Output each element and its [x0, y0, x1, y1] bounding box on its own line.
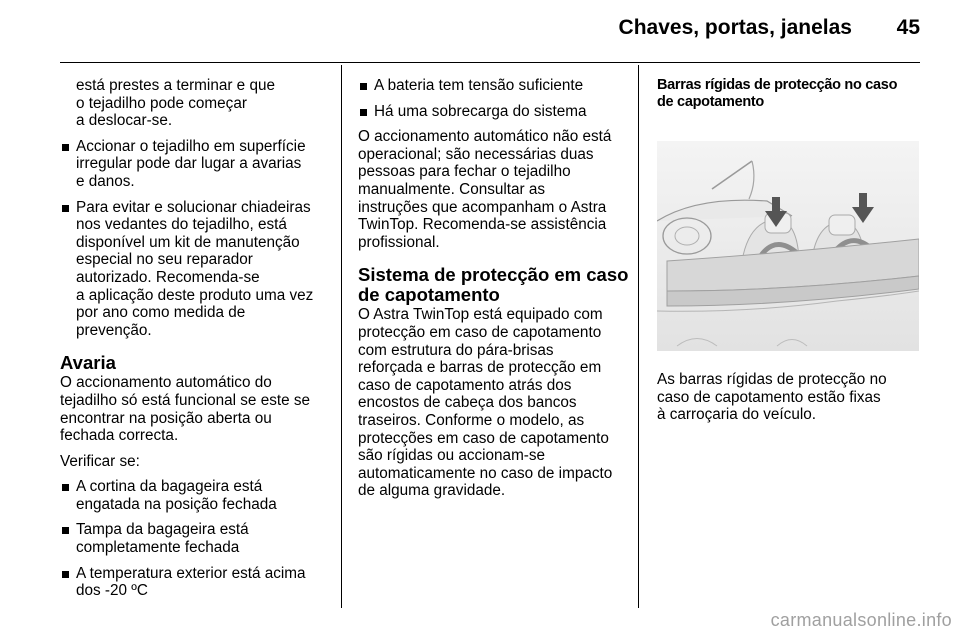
figure-title: Barras rígidas de protecção no caso de capotamento: [657, 77, 898, 110]
avaria-heading: Avaria: [60, 352, 116, 374]
bullet-square-icon: [360, 83, 367, 90]
check-label: Verificar se:: [60, 452, 140, 470]
column-2: [358, 77, 634, 508]
rollover-section-heading: Sistema de protecção em caso de capotamento: [358, 264, 629, 306]
manual-close-paragraph: O accionamento automático não está operacional; são necessárias duas pessoas para fechar o tejadilho manualmente. Consultar as instruções que acompanham o Astra TwinTop. Recomenda-se assistência profissional.: [358, 128, 612, 251]
avaria-paragraph: O accionamento automático do tejadilho só está funcional se este se encontrar na posição aberta ou fechada correcta.: [60, 374, 311, 445]
check-bullet-item: A cortina da bagageira está engatada na posição fechada: [60, 478, 332, 513]
rollover-paragraph: O Astra TwinTop está equipado com protecção em caso de capotamento com estrutura do pára-brisas reforçada e barras de protecção em caso de capotamento atrás dos encostos de cabeça dos bancos traseiros. Conforme o modelo, as protecções em caso de capotamento são rígidas ou accionam-se automaticamente no caso de impacto de alguma gravidade.: [358, 306, 613, 500]
convertible-car-rear-seats-image: [657, 141, 919, 351]
page-header-title: Chaves, portas, janelas: [618, 16, 852, 39]
continued-paragraph: está prestes a terminar e que o tejadilho pode começar a deslocar-se.: [76, 77, 275, 130]
check-bullet-item: A bateria tem tensão suficiente: [358, 77, 634, 95]
header-rule: [60, 62, 920, 63]
watermark-text: carmanualsonline.info: [770, 610, 952, 630]
bullet-item: Accionar o tejadilho em superfície irregular pode dar lugar a avarias e danos.: [60, 138, 332, 191]
check-bullet-item: Há uma sobrecarga do sistema: [358, 103, 634, 121]
bullet-square-icon: [62, 484, 69, 491]
bullet-square-icon: [62, 144, 69, 151]
bullet-item: Para evitar e solucionar chiadeiras nos vedantes do tejadilho, está disponível um kit de manutenção especial no seu reparador autorizado. Recomenda-se a aplicação deste produto uma vez por ano como medida de prevenção.: [60, 199, 332, 340]
column-divider-1: [341, 65, 342, 608]
column-3: [657, 77, 925, 432]
rollover-bars-illustration: [657, 141, 919, 351]
bullet-square-icon: [62, 571, 69, 578]
figure-caption: As barras rígidas de protecção no caso de capotamento estão fixas à carroçaria do veículo.: [657, 371, 887, 424]
check-bullet-item: A temperatura exterior está acima dos -20 ºC: [60, 565, 332, 600]
page-number: 45: [896, 16, 920, 39]
bullet-square-icon: [360, 109, 367, 116]
bullet-square-icon: [62, 205, 69, 212]
bullet-square-icon: [62, 527, 69, 534]
column-1: [60, 77, 332, 608]
check-bullet-item: Tampa da bagageira está completamente fechada: [60, 521, 332, 556]
column-divider-2: [638, 65, 639, 608]
